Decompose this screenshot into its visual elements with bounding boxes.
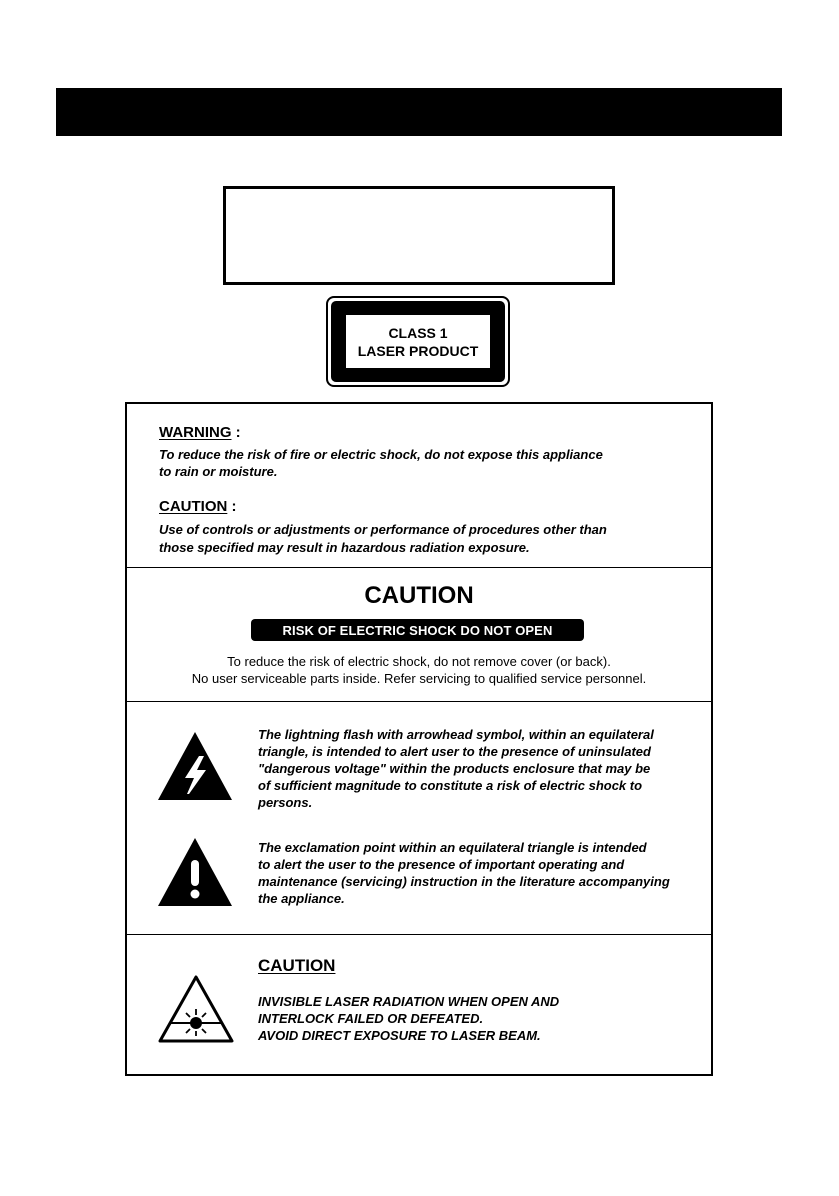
lightning-line2: triangle, is intended to alert user to the presence of uninsulated [258,744,651,759]
safety-notice-box [125,402,713,1076]
lightning-line4: of sufficient magnitude to constitute a risk of electric shock to [258,778,643,793]
shock-caution-title: CAUTION [364,582,474,609]
laser-caution-line2: INTERLOCK FAILED OR DEFEATED. [258,1011,484,1026]
warning-line1: To reduce the risk of fire or electric shock, do not expose this appliance [159,447,603,462]
warning-heading-text: WARNING [159,424,232,441]
lightning-line5: persons. [258,795,313,810]
header-bar [56,88,782,136]
caution-procedures-heading-text: CAUTION [159,498,228,515]
laser-radiation-triangle-icon [157,974,235,1044]
warning-heading [159,424,241,442]
shock-caution-line1: To reduce the risk of electric shock, do not remove cover (or back). [227,654,611,669]
warning-line2: to rain or moisture. [159,464,278,479]
laser-label-border [331,301,505,382]
exclamation-line2: to alert the user to the presence of important operating and [258,857,625,872]
laser-caution-line3: AVOID DIRECT EXPOSURE TO LASER BEAM. [258,1028,541,1043]
shock-caution-line2: No user serviceable parts inside. Refer servicing to qualified service personnel. [191,671,647,686]
section-divider-3 [127,934,711,935]
laser-label-line1: CLASS 1 [388,324,448,341]
section-divider-2 [127,701,711,702]
risk-of-shock-banner: RISK OF ELECTRIC SHOCK DO NOT OPEN [251,619,584,641]
lightning-triangle-icon [156,730,234,802]
caution-procedures-line2: those specified may result in hazardous radiation exposure. [159,540,530,555]
exclamation-line4: the appliance. [258,891,345,906]
exclamation-line3: maintenance (servicing) instruction in the literature accompanying [258,874,670,889]
laser-label-text [346,315,490,368]
caution-procedures-heading [159,498,237,516]
lightning-line1: The lightning flash with arrowhead symbol, within an equilateral [258,727,654,742]
laser-caution-line1: INVISIBLE LASER RADIATION WHEN OPEN AND [258,994,560,1009]
exclamation-triangle-icon [156,836,234,908]
caution-procedures-heading-colon: : [227,498,237,515]
lightning-line3: "dangerous voltage" within the products enclosure that may be [258,761,651,776]
section-divider-1 [127,567,711,568]
blank-label-box [223,186,615,285]
class1-laser-label [326,296,510,387]
laser-label-line2: LASER PRODUCT [357,342,479,359]
warning-heading-colon: : [231,424,241,441]
exclamation-line1: The exclamation point within an equilateral triangle is intended [258,840,647,855]
laser-caution-title: CAUTION [258,956,336,975]
caution-procedures-line1: Use of controls or adjustments or performance of procedures other than [159,522,607,537]
